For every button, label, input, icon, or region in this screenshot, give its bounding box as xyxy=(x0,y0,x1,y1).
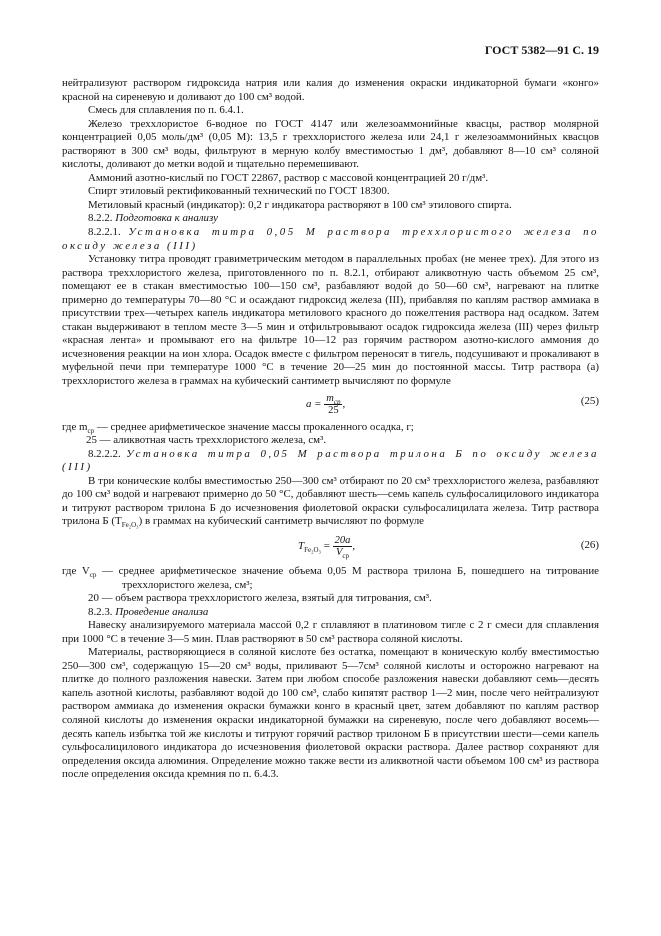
formula-denominator: V xyxy=(335,546,343,558)
paragraph: Метиловый красный (индикатор): 0,2 г индикатора растворяют в 100 см³ этилового спирта. xyxy=(88,198,512,211)
section-heading-8-2-2-2 xyxy=(62,448,599,475)
section-heading-8-2-3 xyxy=(62,606,599,620)
paragraph: нейтрализуют раствором гидроксида натрия или калия до изменения окраски индикаторной бумаги «конго» красной на сиреневую и доливают до 100 см³ водой. xyxy=(62,77,599,103)
formula-tail: , xyxy=(342,397,346,410)
paragraph: Навеску анализируемого материала массой 0,2 г сплавляют в платиновом тигле с 2 г смеси для сплавления при 1000 °С в течение 3—5 мин. Плав растворяют в 50 см³ раствора соляной кислоты. xyxy=(62,619,599,645)
paragraph: Спирт этиловый ректификованный технический по ГОСТ 18300. xyxy=(88,185,390,198)
section-title: Подготовка к анализу xyxy=(115,212,218,225)
formula-denominator: 25 xyxy=(328,404,339,416)
formula-numerator-subscript: ср xyxy=(333,397,341,406)
formula-lhs-subscript: Fe₂O₃ xyxy=(304,546,321,555)
paragraph: Железо треххлористое 6-водное по ГОСТ 4147 или железоаммонийные квасцы, раствор молярной концентрацией 0,05 моль/дм³ (0,05 М): 13,5 г треххлористого железа или 24,1 г железоаммонийных квасцов растворяют в 300 см³ воды, фильтруют в мерную колбу вместимостью 1 дм³, добавляют 8—10 см³ соляной кислоты, доливают до метки водой и тщательно перемешивают. xyxy=(62,117,599,171)
document-body xyxy=(62,77,599,782)
definition-item xyxy=(62,565,599,592)
formula-expression xyxy=(306,393,345,416)
formula-number: (25) xyxy=(580,394,599,407)
section-title: Установка титра 0,05 М раствора трилона Б по оксиду железа (III) xyxy=(62,447,599,474)
definition-symbol: где m xyxy=(62,420,88,433)
formula-equals: = xyxy=(321,539,333,552)
section-number: 8.2.2. xyxy=(88,212,113,225)
definition-subscript: ср xyxy=(87,426,95,435)
definition-item: 25 — аликвотная часть треххлористого железа, см³. xyxy=(86,434,327,447)
paragraph: Аммоний азотно-кислый по ГОСТ 22867, раствор с массовой концентрацией 20 г/дм³. xyxy=(88,171,489,184)
formula-denominator-subscript: ср xyxy=(342,552,349,561)
section-heading-8-2-2 xyxy=(62,212,599,226)
page-header: ГОСТ 5382—91 С. 19 xyxy=(484,43,599,57)
definition-symbol: где V xyxy=(62,564,90,577)
formula-numerator: m xyxy=(326,392,334,404)
formula-lhs: T xyxy=(298,539,305,552)
definition-item xyxy=(62,421,599,435)
section-title: Установка титра 0,05 М раствора треххлористого железа по оксиду железа (III) xyxy=(62,226,599,252)
formula-lhs: a = xyxy=(306,397,322,410)
definition-text: — среднее арифметическое значение массы прокаленного осадка, г; xyxy=(94,420,414,433)
section-number: 8.2.2.2. xyxy=(88,447,121,460)
section-number: 8.2.2.1. xyxy=(88,226,121,239)
formula-26 xyxy=(62,529,599,565)
definition-text: — среднее арифметическое значение объема 0,05 М раствора трилона Б, пошедшего на титрование треххлористого железа, см³; xyxy=(96,564,599,591)
formula-fraction xyxy=(324,393,342,416)
paragraph: Установку титра проводят гравиметрическим методом в параллельных пробах (не менее трех). Для этого из раствора треххлористого железа, приготовленного по п. 8.2.1, отбирают аликвотную часть объемом 25 см³, помещают ее в стакан вместимостью 100—150 см³, разбавляют водой до 50—60 см³, нагревают на плитке примерно до температуры 70—80 °С и осаждают гидроксид железа (III), прибавляя по каплям раствор аммиака в присутствии трех—четырех капель индикатора метилового красного до пожелтения раствора над осадком. Затем стакан выдерживают в теплом месте 3—5 мин и отфильтровывают осадок гидроксида железа (III) через фильтр «красная лента» и промывают его на фильтре 10—12 раз горячим раствором азотно-кислого аммония до исчезновения реакции на ион хлора. Осадок вместе с фильтром переносят в тигель, подсушивают и прокаливают в муфельной печи при температуре 1000 °С в течение 20—25 мин до постоянной массы. Титр раствора (а) треххлористого железа в граммах на кубический сантиметр вычисляют по формуле xyxy=(62,253,599,388)
paragraph: Смесь для сплавления по п. 6.4.1. xyxy=(88,104,244,117)
paragraph-subscript: Fe₂O₃ xyxy=(121,521,139,530)
formula-25 xyxy=(62,389,599,421)
formula-fraction xyxy=(333,534,356,561)
formula-numerator: 20a xyxy=(334,534,351,546)
section-title: Проведение анализа xyxy=(115,605,209,618)
paragraph: Материалы, растворяющиеся в соляной кислоте без остатка, помещают в коническую колбу вместимостью 250—300 см³, содержащую 15—20 см³ воды, приливают 5—7см³ соляной кислоты и осторожно нагревают на плитке до полного разложения навески. Затем при любом способе разложения навески добавляют семь—десять капель азотной кислоты, разбавляют водой до 100 см³, слабо кипятят раствор 1—2 мин, после чего нейтрализуют раствором аммиака до изменения окраски бумажки конго в красный цвет, затем добавляют по каплям раствор соляной кислоты до изменения окраски индикаторной бумажки на сиреневую, после чего добавляют восемь—десять капель избытка той же кислоты и титруют горячий раствор трилоном Б в присутствии шести—семи капель сульфосалицилового индикатора до исчезновения фиолетовой окраски раствора. Далее раствор сохраняют для определения оксида алюминия. Определение можно также вести из аликвотной части объемом 100 см³ из раствора после определения оксида кремния по п. 6.4.3. xyxy=(62,646,599,781)
paragraph-text: ) в граммах на кубический сантиметр вычисляют по формуле xyxy=(138,515,424,528)
paragraph-text: В три конические колбы вместимостью 250—300 см³ отбирают по 20 см³ треххлористого железа, разбавляют до 100 см³ водой и нагревают примерно до 50 °С, добавляют шесть—семь капель сульфосалицилового индикатора и титруют раствором трилона Б до исчезновения фиолетовой окраски сульфосалицилата железа. Титр раствора трилона Б (T xyxy=(62,474,599,528)
formula-expression xyxy=(298,534,356,561)
formula-number: (26) xyxy=(580,538,599,551)
formula-tail: , xyxy=(352,539,356,552)
paragraph xyxy=(62,475,599,529)
section-heading-8-2-2-1 xyxy=(62,226,599,253)
definition-subscript: ср xyxy=(89,571,97,580)
section-number: 8.2.3. xyxy=(88,605,113,618)
definition-item: 20 — объем раствора треххлористого железа, взятый для титрования, см³. xyxy=(88,592,432,605)
